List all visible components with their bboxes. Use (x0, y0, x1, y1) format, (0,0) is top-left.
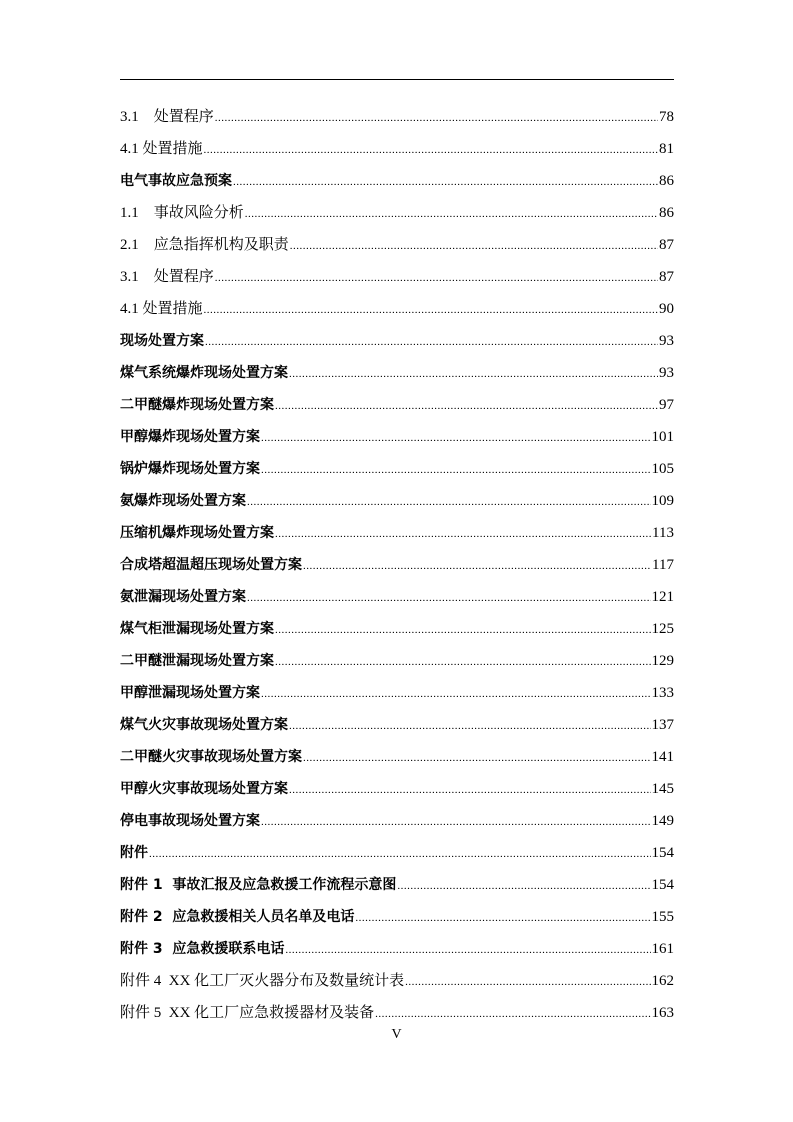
toc-entry-page: 78 (659, 109, 674, 125)
dot-leader (275, 395, 658, 417)
toc-entry[interactable] (120, 746, 674, 778)
dot-leader (285, 939, 650, 961)
toc-entry-title: 煤气柜泄漏现场处置方案 (120, 621, 274, 637)
toc-entry-page: 93 (659, 365, 674, 381)
toc-entry-title: 氨爆炸现场处置方案 (120, 493, 246, 509)
toc-entry[interactable] (120, 810, 674, 842)
toc-entry-title: 二甲醚火灾事故现场处置方案 (120, 749, 302, 765)
toc-entry-page: 93 (659, 333, 674, 349)
toc-entry[interactable] (120, 362, 674, 394)
toc-entry-title: 停电事故现场处置方案 (120, 813, 260, 829)
toc-entry-title: 3.1 处置程序 (120, 269, 214, 285)
toc-entry-page: 109 (651, 493, 674, 509)
dot-leader (303, 555, 651, 577)
toc-entry-page: 162 (651, 973, 674, 989)
dot-leader (289, 363, 658, 385)
toc-entry-page: 86 (659, 173, 674, 189)
dot-leader (245, 203, 658, 225)
dot-leader (405, 971, 650, 993)
toc-entry[interactable] (120, 138, 674, 170)
dot-leader (261, 459, 651, 481)
toc-entry[interactable] (120, 330, 674, 362)
header-rule (120, 79, 674, 80)
toc-entry-page: 81 (659, 141, 674, 157)
toc-entry-title: 附件 3 应急救援联系电话 (120, 941, 285, 957)
dot-leader (290, 235, 658, 257)
toc-entry-title: 二甲醚泄漏现场处置方案 (120, 653, 274, 669)
toc-entry-title: 2.1 应急指挥机构及职责 (120, 237, 289, 253)
dot-leader (215, 267, 658, 289)
toc-entry-page: 129 (651, 653, 674, 669)
toc-entry-title: 甲醇火灾事故现场处置方案 (120, 781, 288, 797)
toc-entry-title: 压缩机爆炸现场处置方案 (120, 525, 274, 541)
dot-leader (247, 587, 651, 609)
toc-entry-page: 87 (659, 269, 674, 285)
toc-entry-page: 90 (659, 301, 674, 317)
dot-leader (261, 811, 651, 833)
toc-entry[interactable] (120, 938, 674, 970)
toc-entry[interactable] (120, 106, 674, 138)
toc-entry-page: 155 (651, 909, 674, 925)
toc-entry-title: 附件 5 XX 化工厂应急救援器材及装备 (120, 1005, 375, 1021)
toc-entry[interactable] (120, 170, 674, 202)
page-number: V (391, 1027, 402, 1042)
toc-entry-title: 现场处置方案 (120, 333, 204, 349)
toc-entry-title: 附件 2 应急救援相关人员名单及电话 (120, 909, 355, 925)
toc-entry-title: 电气事故应急预案 (120, 173, 232, 189)
toc-entry-page: 149 (651, 813, 674, 829)
toc-entry[interactable] (120, 234, 674, 266)
toc-entry[interactable] (120, 682, 674, 714)
toc-entry[interactable] (120, 490, 674, 522)
toc-entry-title: 3.1 处置程序 (120, 109, 214, 125)
toc-entry[interactable] (120, 970, 674, 1002)
toc-entry-title: 4.1 处置措施 (120, 301, 203, 317)
toc-entry-page: 133 (651, 685, 674, 701)
toc-entry-title: 煤气火灾事故现场处置方案 (120, 717, 288, 733)
dot-leader (289, 715, 651, 737)
toc-entry-title: 甲醇爆炸现场处置方案 (120, 429, 260, 445)
toc-entry-title: 煤气系统爆炸现场处置方案 (120, 365, 288, 381)
dot-leader (261, 427, 651, 449)
toc-entry-page: 117 (652, 557, 674, 573)
toc-entry-page: 121 (651, 589, 674, 605)
toc-entry-page: 154 (651, 845, 674, 861)
toc-entry-page: 154 (651, 877, 674, 893)
toc-entry-title: 附件 (120, 845, 148, 861)
toc-entry-page: 163 (651, 1005, 674, 1021)
toc-entry[interactable] (120, 554, 674, 586)
dot-leader (205, 331, 658, 353)
toc-entry-page: 97 (659, 397, 674, 413)
dot-leader (233, 171, 658, 193)
toc-entry-page: 145 (651, 781, 674, 797)
toc-entry-title: 附件 1 事故汇报及应急救援工作流程示意图 (120, 877, 397, 893)
toc-entry[interactable] (120, 842, 674, 874)
toc-entry[interactable] (120, 618, 674, 650)
toc-entry[interactable] (120, 714, 674, 746)
table-of-contents (120, 106, 674, 1034)
toc-entry-title: 二甲醚爆炸现场处置方案 (120, 397, 274, 413)
toc-entry[interactable] (120, 266, 674, 298)
dot-leader (215, 107, 658, 129)
dot-leader (204, 299, 658, 321)
toc-entry-title: 氨泄漏现场处置方案 (120, 589, 246, 605)
dot-leader (149, 843, 651, 865)
dot-leader (375, 1003, 650, 1025)
toc-entry[interactable] (120, 650, 674, 682)
dot-leader (355, 907, 650, 929)
toc-entry-title: 1.1 事故风险分析 (120, 205, 244, 221)
toc-entry-title: 锅炉爆炸现场处置方案 (120, 461, 260, 477)
toc-entry-title: 甲醇泄漏现场处置方案 (120, 685, 260, 701)
toc-entry[interactable] (120, 586, 674, 618)
toc-entry-page: 101 (651, 429, 674, 445)
dot-leader (275, 523, 651, 545)
toc-entry-page: 105 (651, 461, 674, 477)
toc-entry-title: 附件 4 XX 化工厂灭火器分布及数量统计表 (120, 973, 405, 989)
toc-entry-page: 113 (652, 525, 674, 541)
toc-entry[interactable] (120, 874, 674, 906)
toc-entry[interactable] (120, 906, 674, 938)
dot-leader (247, 491, 651, 513)
toc-entry[interactable] (120, 778, 674, 810)
dot-leader (261, 683, 651, 705)
toc-entry[interactable] (120, 394, 674, 426)
toc-entry-title: 合成塔超温超压现场处置方案 (120, 557, 302, 573)
toc-entry-page: 86 (659, 205, 674, 221)
toc-entry-page: 125 (651, 621, 674, 637)
dot-leader (204, 139, 658, 161)
toc-entry-title: 4.1 处置措施 (120, 141, 203, 157)
toc-entry[interactable] (120, 522, 674, 554)
toc-entry[interactable] (120, 458, 674, 490)
toc-entry-page: 87 (659, 237, 674, 253)
toc-entry-page: 137 (651, 717, 674, 733)
toc-entry[interactable] (120, 298, 674, 330)
dot-leader (275, 651, 651, 673)
dot-leader (303, 747, 651, 769)
toc-entry[interactable] (120, 426, 674, 458)
toc-entry-page: 141 (651, 749, 674, 765)
dot-leader (397, 875, 650, 897)
dot-leader (275, 619, 651, 641)
toc-entry-page: 161 (651, 941, 674, 957)
toc-entry[interactable] (120, 202, 674, 234)
dot-leader (289, 779, 651, 801)
